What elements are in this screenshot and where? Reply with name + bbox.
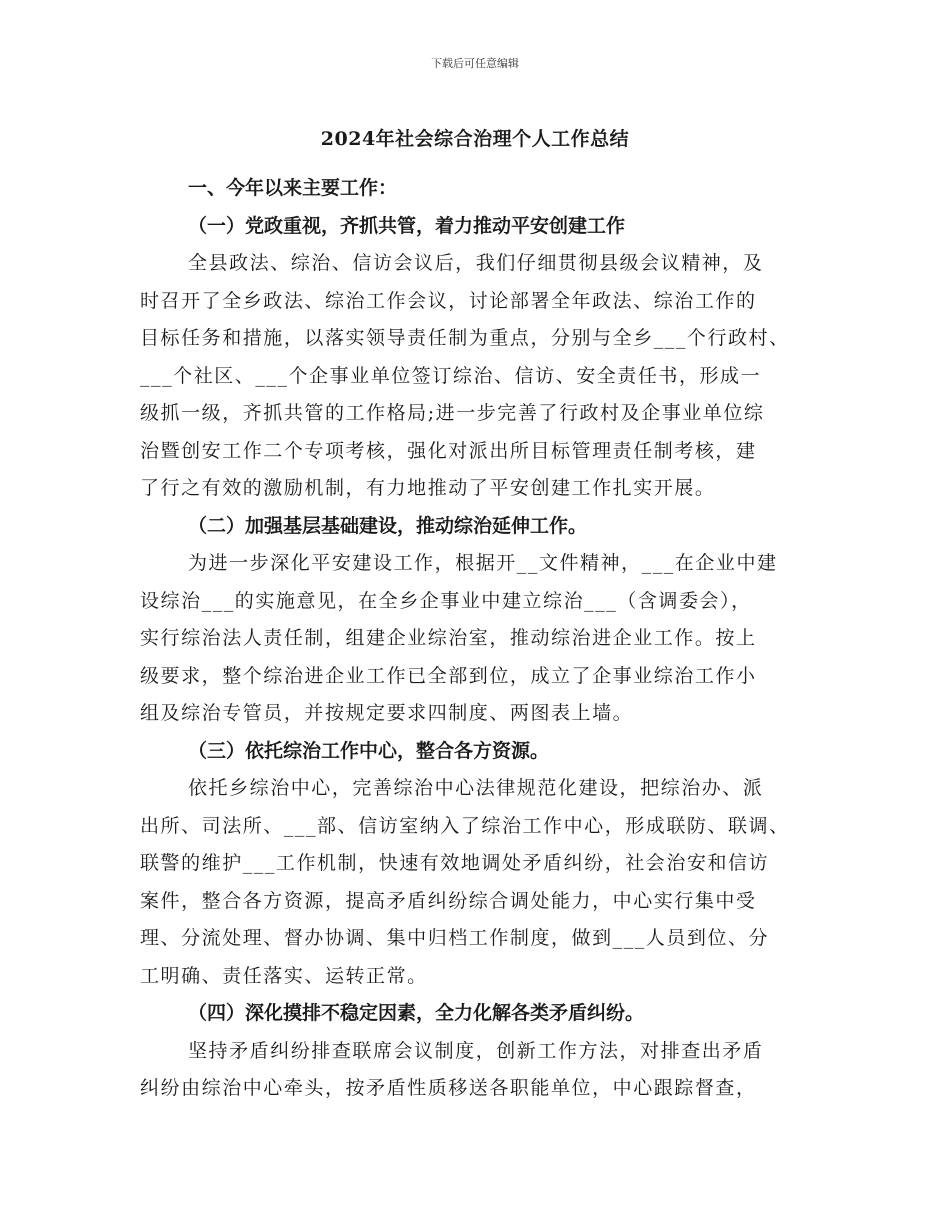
paragraph-line: 坚持矛盾纠纷排查联席会议制度，创新工作方法，对排查出矛盾 bbox=[188, 1039, 764, 1062]
paragraph-line: 治暨创安工作二个专项考核，强化对派出所目标管理责任制考核，建 bbox=[140, 439, 757, 462]
paragraph bbox=[140, 770, 820, 995]
document-title: 2024年社会综合治理个人工作总结 bbox=[320, 128, 630, 150]
section-heading: （二）加强基层基础建设，推动综治延伸工作。 bbox=[188, 514, 588, 537]
document-body bbox=[140, 170, 820, 1108]
paragraph-line: 了行之有效的激励机制，有力地推动了平安创建工作扎实开展。 bbox=[140, 477, 716, 499]
section-heading: （一）党政重视，齐抓共管，着力推动平安创建工作 bbox=[188, 214, 626, 237]
paragraph-line: 目标任务和措施，以落实领导责任制为重点，分别与全乡___个行政村、 bbox=[140, 327, 790, 349]
paragraph-line: 设综治___的实施意见，在全乡企事业中建立综治___（含调委会）， bbox=[140, 589, 752, 612]
section-heading: （三）依托综治工作中心，整合各方资源。 bbox=[188, 739, 550, 762]
paragraph bbox=[140, 245, 820, 508]
paragraph-line: 实行综治法人责任制，组建企业综治室，推动综治进企业工作。按上 bbox=[140, 627, 757, 649]
paragraph-line: 纠纷由综治中心牵头，按矛盾性质移送各职能单位，中心跟踪督查， bbox=[140, 1077, 757, 1099]
paragraph-line: 联警的维护___工作机制，快速有效地调处矛盾纠纷，社会治安和信访 bbox=[140, 852, 770, 874]
paragraph bbox=[140, 545, 820, 733]
paragraph-line: 级抓一级，齐抓共管的工作格局;进一步完善了行政村及企事业单位综 bbox=[140, 402, 765, 424]
paragraph-line: 依托乡综治中心，完善综治中心法律规范化建设，把综治办、派 bbox=[188, 777, 764, 799]
paragraph-line: 组及综治专管员，并按规定要求四制度、两图表上墙。 bbox=[140, 702, 634, 724]
paragraph-line: ___个社区、___个企事业单位签订综治、信访、安全责任书，形成一 bbox=[140, 364, 762, 387]
paragraph-line: 级要求，整个综治进企业工作已全部到位，成立了企事业综治工作小 bbox=[140, 664, 757, 687]
paragraph-line: 出所、司法所、___部、信访室纳入了综治工作中心，形成联防、联调、 bbox=[140, 814, 790, 837]
paragraph-line: 案件，整合各方资源，提高矛盾纠纷综合调处能力，中心实行集中受 bbox=[140, 889, 757, 912]
paragraph bbox=[140, 1033, 820, 1108]
paragraph-line: 为进一步深化平安建设工作，根据开__文件精神，___在企业中建 bbox=[188, 552, 778, 574]
section-heading: 一、今年以来主要工作： bbox=[188, 177, 398, 199]
paragraph-line: 时召开了全乡政法、综治工作会议，讨论部署全年政法、综治工作的 bbox=[140, 289, 757, 312]
header-note: 下载后可任意编辑 bbox=[431, 57, 519, 70]
paragraph-line: 理、分流处理、督办协调、集中归档工作制度，做到___人员到位、分 bbox=[140, 927, 770, 949]
paragraph-line: 工明确、责任落实、运转正常。 bbox=[140, 964, 428, 987]
paragraph-line: 全县政法、综治、信访会议后，我们仔细贯彻县级会议精神，及 bbox=[188, 252, 764, 274]
section-heading: （四）深化摸排不稳定因素，全力化解各类矛盾纠纷。 bbox=[188, 1002, 645, 1024]
